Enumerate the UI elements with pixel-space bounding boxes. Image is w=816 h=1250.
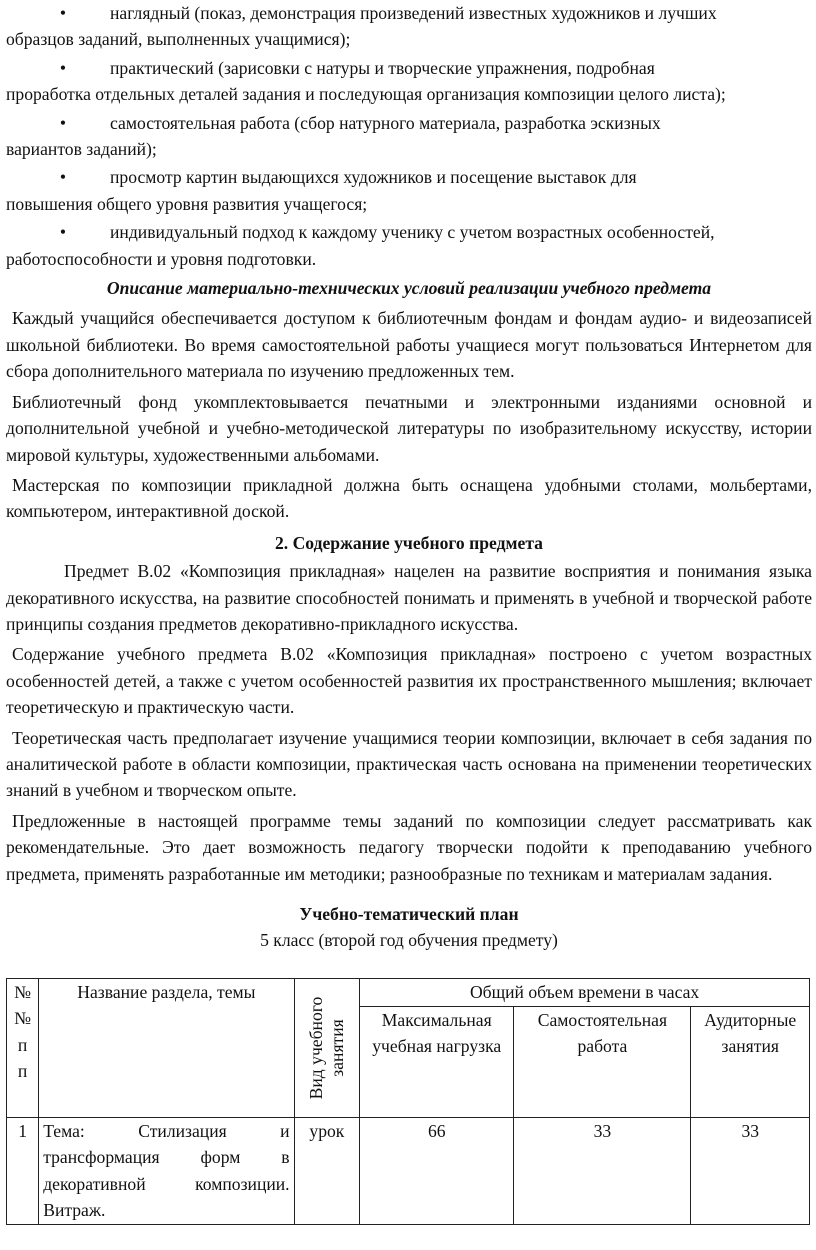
bullet-icon: • <box>59 3 67 23</box>
cell-number: 1 <box>7 1118 39 1225</box>
list-item-lead: самостоятельная работа (сбор натурного материала, разработка эскизных <box>110 112 661 133</box>
cell-name: Тема: Стилизация и трансформация форм в декоративной композиции. Витраж. <box>39 1118 294 1225</box>
list-item <box>6 164 812 217</box>
header-vid <box>294 979 360 1118</box>
paragraph: Предмет В.02 «Композиция прикладная» нацелен на развитие восприятия и понимания языка декоративного искусства, на развитие способностей понимать и применять в учебной и творческой работе принципы создания предметов декоративно-прикладного искусства. <box>6 561 812 634</box>
plan-title: Учебно-тематический план <box>299 904 519 924</box>
material-paragraphs <box>6 305 812 524</box>
bullet-icon: • <box>59 57 67 78</box>
list-item <box>6 219 812 272</box>
list-item <box>6 0 812 53</box>
list-item-lead: просмотр картин выдающихся художников и посещение выставок для <box>110 167 637 188</box>
list-item-lead: наглядный (показ, демонстрация произведений известных художников и лучших <box>110 3 717 23</box>
list-item-lead: индивидуальный подход к каждому ученику с учетом возрастных особенностей, <box>110 222 715 243</box>
header-vid-label: Вид учебного занятия <box>305 996 347 1100</box>
content-paragraphs <box>6 558 812 887</box>
list-item-lead: практический (зарисовки с натуры и творческие упражнения, подробная <box>110 57 655 78</box>
table-body <box>7 1118 810 1225</box>
paragraph: Предложенные в настоящей программе темы заданий по композиции следует рассматривать как рекомендательные. Это дает возможность педагогу творчески подойти к преподаванию учебного предмета, применять разработанные им методики; разнообразные по техникам и материалам задания. <box>6 810 812 884</box>
list-item-rest: проработка отдельных деталей задания и последующая организация композиции целого листа); <box>6 84 726 105</box>
list-item-rest: образцов заданий, выполненных учащимися); <box>6 29 351 50</box>
paragraph: Мастерская по композиции прикладной должна быть оснащена удобными столами, мольбертами, компьютером, интерактивной доской. <box>6 474 812 522</box>
list-item <box>6 110 812 163</box>
header-aud: Аудиторные занятия <box>691 1006 810 1117</box>
header-max: Максимальная учебная нагрузка <box>360 1006 514 1117</box>
list-item-rest: повышения общего уровня развития учащегося; <box>6 193 368 214</box>
header-number: № № п п <box>7 979 39 1118</box>
paragraph: Каждый учащийся обеспечивается доступом к библиотечным фондам и фондам аудио- и видеозаписей школьной библиотеки. Во время самостоятельной работы учащиеся могут пользоваться Интернетом для сбора дополнительного материала по изучению предложенных тем. <box>6 308 812 382</box>
paragraph: Теоретическая часть предполагает изучение учащимися теории композиции, включает в себя задания по аналитической работе в области композиции, практическая часть основана на применении теоретических знаний в учебном и творческом опыте. <box>6 727 812 801</box>
cell-vid: урок <box>294 1118 360 1225</box>
section2-title: 2. Содержание учебного предмета <box>275 532 543 553</box>
document-page <box>6 0 812 954</box>
header-name: Название раздела, темы <box>39 979 294 1118</box>
bullet-icon: • <box>59 222 67 243</box>
cell-max: 66 <box>360 1118 514 1225</box>
header-self: Самостоятельная работа <box>514 1006 691 1117</box>
material-section-title: Описание материально-технических условий реализации учебного предмета <box>106 278 712 299</box>
list-item-rest: работоспособности и уровня подготовки. <box>6 248 317 269</box>
list-item-rest: вариантов заданий); <box>6 139 157 160</box>
bullet-icon: • <box>59 112 67 133</box>
paragraph: Содержание учебного предмета В.02 «Композиция прикладная» построено с учетом возрастных особенностей детей, а также с учетом особенностей развития их пространственного мышления; включает теоретическую и практическую части. <box>6 644 812 718</box>
header-total: Общий объем времени в часах <box>360 979 810 1007</box>
table-row <box>7 1118 810 1225</box>
cell-self: 33 <box>514 1118 691 1225</box>
list-item <box>6 55 812 108</box>
plan-subtitle: 5 класс (второй год обучения предмету) <box>260 930 558 951</box>
cell-aud: 33 <box>691 1118 810 1225</box>
paragraph: Библиотечный фонд укомплектовывается печатными и электронными изданиями основной и дополнительной учебной и учебно-методической литературы по изобразительному искусству, истории мировой культуры, художественными альбомами. <box>6 391 812 465</box>
plan-table <box>6 978 810 1225</box>
bullet-icon: • <box>59 167 67 188</box>
method-list <box>6 0 812 272</box>
